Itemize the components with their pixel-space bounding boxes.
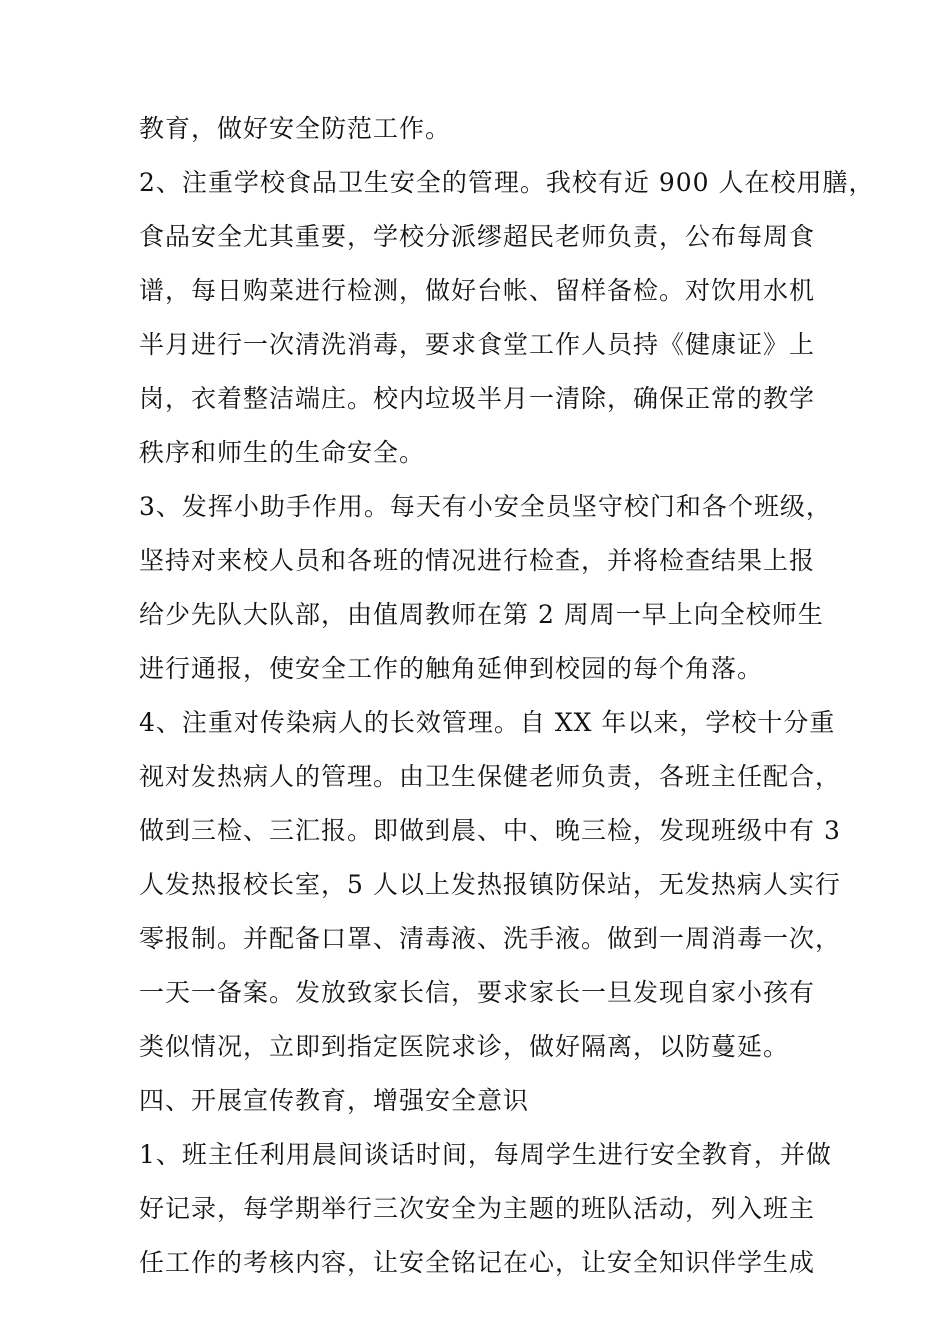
text-line: 1、班主任利用晨间谈话时间，每周学生进行安全教育，并做 [139, 1140, 832, 1169]
text-line: 4、注重对传染病人的长效管理。自 XX 年以来，学校十分重 [139, 708, 836, 737]
text-line: 食品安全尤其重要，学校分派缪超民老师负责，公布每周食 [139, 222, 816, 251]
text-line: 零报制。并配备口罩、清毒液、洗手液。做到一周消毒一次， [139, 924, 842, 953]
text-line: 人发热报校长室，5 人以上发热报镇防保站，无发热病人实行 [139, 870, 841, 899]
text-line: 类似情况，立即到指定医院求诊，做好隔离，以防蔓延。 [139, 1032, 790, 1061]
text-line: 一天一备案。发放致家长信，要求家长一旦发现自家小孩有 [139, 978, 816, 1007]
text-line: 秩序和师生的生命安全。 [139, 438, 426, 467]
text-line: 做到三检、三汇报。即做到晨、中、晚三检，发现班级中有 3 [139, 816, 841, 845]
text-line: 岗，衣着整洁端庄。校内垃圾半月一清除，确保正常的教学 [139, 384, 816, 413]
text-line: 教育，做好安全防范工作。 [139, 114, 452, 143]
text-line: 进行通报，使安全工作的触角延伸到校园的每个角落。 [139, 654, 764, 683]
text-line: 3、发挥小助手作用。每天有小安全员坚守校门和各个班级， [139, 492, 832, 521]
text-line: 好记录，每学期举行三次安全为主题的班队活动，列入班主 [139, 1194, 816, 1223]
document-body [139, 102, 875, 1290]
text-line: 任工作的考核内容，让安全铭记在心，让安全知识伴学生成 [139, 1248, 816, 1277]
text-line: 2、注重学校食品卫生安全的管理。我校有近 900 人在校用膳， [139, 168, 875, 197]
section-heading: 四、开展宣传教育，增强安全意识 [139, 1086, 530, 1115]
text-line: 坚持对来校人员和各班的情况进行检查，并将检查结果上报 [139, 546, 816, 575]
text-line: 给少先队大队部，由值周教师在第 2 周周一早上向全校师生 [139, 600, 824, 629]
text-line: 谱，每日购菜进行检测，做好台帐、留样备检。对饮用水机 [139, 276, 816, 305]
text-line: 视对发热病人的管理。由卫生保健老师负责，各班主任配合， [139, 762, 842, 791]
text-line: 半月进行一次清洗消毒，要求食堂工作人员持《健康证》上 [139, 330, 816, 359]
